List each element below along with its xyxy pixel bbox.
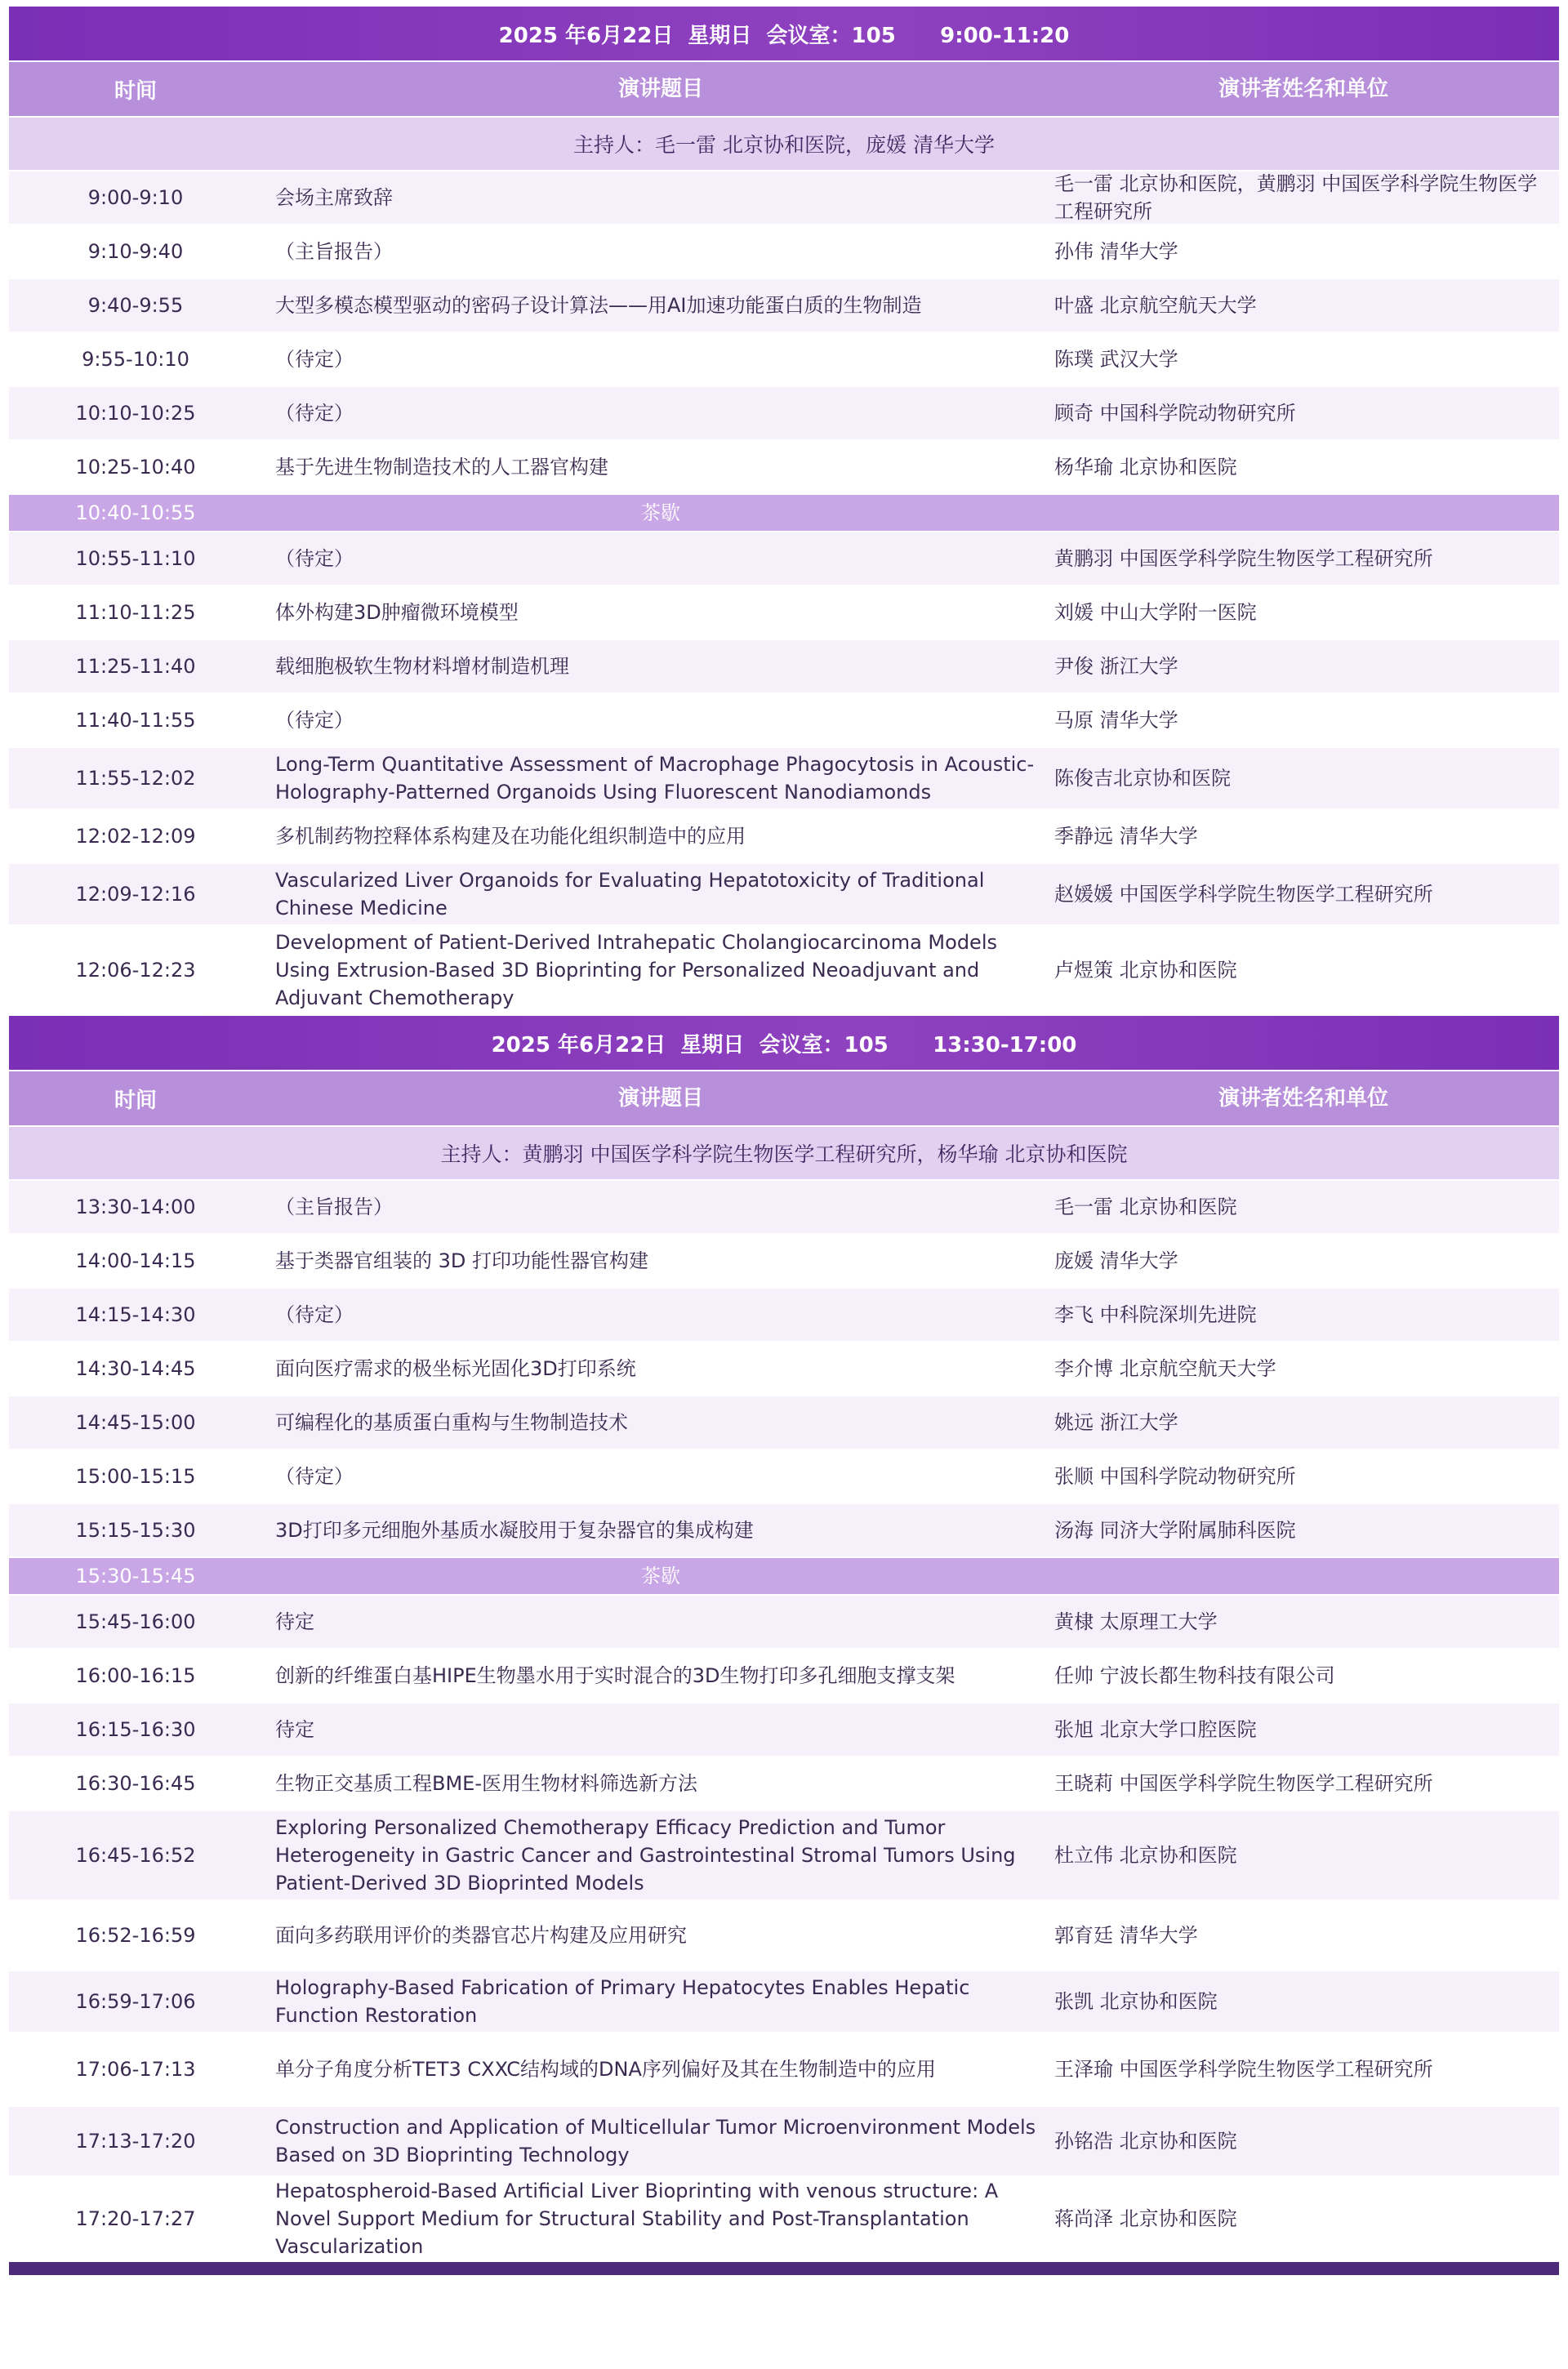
row-speaker: 毛一雷 北京协和医院	[1054, 1196, 1237, 1218]
row-time: 16:59-17:06	[75, 1990, 196, 2013]
row-speaker: 季静远 清华大学	[1054, 825, 1198, 848]
row-topic: Construction and Application of Multicellular Tumor Microenvironment Models Based on 3D Bioprinting Technology	[275, 2116, 1036, 2166]
table-row	[9, 640, 1559, 694]
row-topic: 会场主席致辞	[275, 186, 393, 209]
row-time: 14:45-15:00	[75, 1411, 196, 1434]
row-topic: （待定）	[275, 547, 354, 570]
row-topic: （主旨报告）	[275, 1196, 393, 1218]
row-topic: 基于类器官组装的 3D 打印功能性器官构建	[275, 1249, 649, 1272]
table-row	[9, 279, 1559, 333]
row-speaker: 庞媛 清华大学	[1054, 1249, 1178, 1272]
table-row	[9, 1971, 1559, 2033]
header-time: 时间	[114, 1088, 157, 1113]
header-topic: 演讲题目	[617, 1086, 703, 1111]
row-time: 16:15-16:30	[75, 1718, 196, 1741]
row-topic: 单分子角度分析TET3 CXXC结构域的DNA序列偏好及其在生物制造中的应用	[275, 2058, 936, 2081]
session-host: 主持人：黄鹏羽 中国医学科学院生物医学工程研究所，杨华瑜 北京协和医院	[9, 1127, 1559, 1181]
row-time: 11:25-11:40	[75, 655, 196, 678]
row-topic: 待定	[275, 1610, 314, 1633]
table-row	[9, 225, 1559, 279]
row-speaker: 任帅 宁波长都生物科技有限公司	[1054, 1664, 1335, 1687]
table-row	[9, 1235, 1559, 1289]
row-time: 11:55-12:02	[75, 767, 196, 790]
table-row	[9, 1504, 1559, 1558]
row-topic: Hepatospheroid-Based Artificial Liver Bioprinting with venous structure: A Novel Support Medium for Structural Stability and Post-Transplantation Vascularization	[275, 2180, 999, 2258]
row-time: 12:02-12:09	[75, 825, 196, 848]
row-time: 10:25-10:40	[75, 456, 196, 479]
break-time: 15:30-15:45	[75, 1565, 196, 1587]
row-time: 16:30-16:45	[75, 1772, 196, 1795]
row-time: 10:10-10:25	[75, 402, 196, 425]
row-topic: 生物正交基质工程BME-医用生物材料筛选新方法	[275, 1772, 697, 1795]
row-topic: （待定）	[275, 1465, 354, 1488]
row-speaker: 陈俊吉北京协和医院	[1054, 767, 1231, 790]
row-topic: 载细胞极软生物材料增材制造机理	[275, 655, 569, 678]
row-speaker: 郭育廷 清华大学	[1054, 1924, 1198, 1947]
row-time: 12:09-12:16	[75, 883, 196, 906]
table-row	[9, 441, 1559, 495]
header-time: 时间	[114, 78, 157, 104]
row-topic: Vascularized Liver Organoids for Evaluating Hepatotoxicity of Traditional Chinese Medicine	[275, 869, 985, 920]
session-title: 2025 年6月22日 星期日 会议室：105 13:30-17:00	[9, 1016, 1559, 1071]
row-topic: 待定	[275, 1718, 314, 1741]
table-row	[9, 586, 1559, 640]
row-time: 17:13-17:20	[75, 2130, 196, 2153]
row-time: 16:45-16:52	[75, 1844, 196, 1867]
table-row	[9, 1811, 1559, 1901]
row-time: 9:10-9:40	[87, 240, 184, 263]
row-time: 14:00-14:15	[75, 1249, 196, 1272]
row-time: 12:06-12:23	[75, 959, 196, 982]
row-time: 9:00-9:10	[87, 186, 184, 209]
row-time: 10:55-11:10	[75, 547, 196, 570]
row-topic: 体外构建3D肿瘤微环境模型	[275, 601, 519, 624]
table-header	[9, 1071, 1559, 1127]
table-row	[9, 171, 1559, 225]
table-header	[9, 62, 1559, 118]
row-topic: （待定）	[275, 1303, 354, 1326]
row-speaker: 王泽瑜 中国医学科学院生物医学工程研究所	[1054, 2058, 1433, 2081]
row-speaker: 杨华瑜 北京协和医院	[1054, 456, 1237, 479]
row-time: 13:30-14:00	[75, 1196, 196, 1218]
row-topic: （待定）	[275, 402, 354, 425]
row-speaker: 马原 清华大学	[1054, 709, 1178, 732]
row-speaker: 陈璞 武汉大学	[1054, 348, 1178, 371]
row-topic: 基于先进生物制造技术的人工器官构建	[275, 456, 608, 479]
table-row	[9, 1181, 1559, 1235]
footer-bar	[9, 2262, 1559, 2275]
session-title: 2025 年6月22日 星期日 会议室：105 9:00-11:20	[9, 7, 1559, 62]
row-speaker: 尹俊 浙江大学	[1054, 655, 1178, 678]
table-row	[9, 1650, 1559, 1703]
row-speaker: 李介博 北京航空航天大学	[1054, 1357, 1276, 1380]
row-speaker: 杜立伟 北京协和医院	[1054, 1844, 1237, 1867]
row-speaker: 张凯 北京协和医院	[1054, 1990, 1218, 2013]
row-time: 11:40-11:55	[75, 709, 196, 732]
row-speaker: 张旭 北京大学口腔医院	[1054, 1718, 1257, 1741]
session-host: 主持人：毛一雷 北京协和医院，庞媛 清华大学	[9, 118, 1559, 171]
table-row	[9, 2177, 1559, 2262]
row-speaker: 刘媛 中山大学附一医院	[1054, 601, 1257, 624]
row-topic: （主旨报告）	[275, 240, 393, 263]
table-row	[9, 1289, 1559, 1343]
row-time: 14:15-14:30	[75, 1303, 196, 1326]
session-block	[9, 7, 1559, 1016]
row-topic: （待定）	[275, 348, 354, 371]
header-topic: 演讲题目	[617, 77, 703, 101]
table-row	[9, 2033, 1559, 2107]
row-topic: Long-Term Quantitative Assessment of Macrophage Phagocytosis in Acoustic-Holography-Patterned Organoids Using Fluorescent Nanodiamonds	[275, 753, 1035, 804]
row-topic: 面向医疗需求的极坐标光固化3D打印系统	[275, 1357, 636, 1380]
break-label: 茶歇	[641, 501, 680, 524]
row-speaker: 孙铭浩 北京协和医院	[1054, 2130, 1237, 2153]
table-row	[9, 926, 1559, 1016]
row-topic: （待定）	[275, 709, 354, 732]
row-topic: 面向多药联用评价的类器官芯片构建及应用研究	[275, 1924, 687, 1947]
row-speaker: 卢煜策 北京协和医院	[1054, 959, 1237, 982]
table-row	[9, 694, 1559, 748]
row-time: 15:45-16:00	[75, 1610, 196, 1633]
row-speaker: 王晓莉 中国医学科学院生物医学工程研究所	[1054, 1772, 1433, 1795]
row-time: 15:00-15:15	[75, 1465, 196, 1488]
break-label: 茶歇	[641, 1565, 680, 1587]
row-time: 17:06-17:13	[75, 2058, 196, 2081]
table-row	[9, 1396, 1559, 1450]
table-row	[9, 333, 1559, 387]
row-speaker: 孙伟 清华大学	[1054, 240, 1178, 263]
agenda-sheet	[9, 7, 1559, 2275]
table-row	[9, 387, 1559, 441]
table-row	[9, 864, 1559, 926]
table-row	[9, 1343, 1559, 1396]
row-speaker: 汤海 同济大学附属肺科医院	[1054, 1519, 1296, 1542]
table-row	[9, 748, 1559, 810]
row-speaker: 姚远 浙江大学	[1054, 1411, 1178, 1434]
row-topic: 3D打印多元细胞外基质水凝胶用于复杂器官的集成构建	[275, 1519, 754, 1542]
row-speaker: 黄棣 太原理工大学	[1054, 1610, 1218, 1633]
row-topic: 可编程化的基质蛋白重构与生物制造技术	[275, 1411, 628, 1434]
break-time: 10:40-10:55	[75, 501, 196, 524]
row-topic: 大型多模态模型驱动的密码子设计算法——用AI加速功能蛋白质的生物制造	[275, 294, 922, 317]
row-speaker: 蒋尚泽 北京协和医院	[1054, 2207, 1237, 2230]
tea-break-row	[9, 495, 1559, 532]
row-time: 11:10-11:25	[75, 601, 196, 624]
table-row	[9, 1596, 1559, 1650]
row-speaker: 毛一雷 北京协和医院，黄鹏羽 中国医学科学院生物医学工程研究所	[1054, 172, 1538, 223]
row-speaker: 张顺 中国科学院动物研究所	[1054, 1465, 1296, 1488]
row-topic: 多机制药物控释体系构建及在功能化组织制造中的应用	[275, 825, 746, 848]
row-speaker: 李飞 中科院深圳先进院	[1054, 1303, 1257, 1326]
row-speaker: 顾奇 中国科学院动物研究所	[1054, 402, 1296, 425]
row-topic: Development of Patient-Derived Intrahepatic Cholangiocarcinoma Models Using Extrusion-Based 3D Bioprinting for Personalized Neoadjuvant and Adjuvant Chemotherapy	[275, 931, 997, 1009]
table-row	[9, 1757, 1559, 1811]
table-row	[9, 1450, 1559, 1504]
table-row	[9, 810, 1559, 864]
table-row	[9, 532, 1559, 586]
row-time: 14:30-14:45	[75, 1357, 196, 1380]
row-time: 16:00-16:15	[75, 1664, 196, 1687]
row-speaker: 叶盛 北京航空航天大学	[1054, 294, 1257, 317]
row-topic: Holography-Based Fabrication of Primary Hepatocytes Enables Hepatic Function Restoration	[275, 1976, 970, 2027]
tea-break-row	[9, 1558, 1559, 1596]
header-speaker: 演讲者姓名和单位	[1218, 1086, 1388, 1111]
row-speaker: 黄鹏羽 中国医学科学院生物医学工程研究所	[1054, 547, 1433, 570]
row-topic: Exploring Personalized Chemotherapy Efficacy Prediction and Tumor Heterogeneity in Gastric Cancer and Gastrointestinal Stromal Tumors Using Patient-Derived 3D Bioprinted Models	[275, 1816, 1016, 1895]
row-topic: 创新的纤维蛋白基HIPE生物墨水用于实时混合的3D生物打印多孔细胞支撑支架	[275, 1664, 956, 1687]
header-speaker: 演讲者姓名和单位	[1218, 77, 1388, 101]
table-row	[9, 1901, 1559, 1971]
session-block	[9, 1016, 1559, 2262]
row-time: 15:15-15:30	[75, 1519, 196, 1542]
table-row	[9, 2107, 1559, 2177]
row-time: 16:52-16:59	[75, 1924, 196, 1947]
row-time: 9:40-9:55	[87, 294, 184, 317]
row-time: 9:55-10:10	[82, 348, 189, 371]
row-time: 17:20-17:27	[75, 2207, 196, 2230]
table-row	[9, 1703, 1559, 1757]
row-speaker: 赵媛媛 中国医学科学院生物医学工程研究所	[1054, 883, 1433, 906]
